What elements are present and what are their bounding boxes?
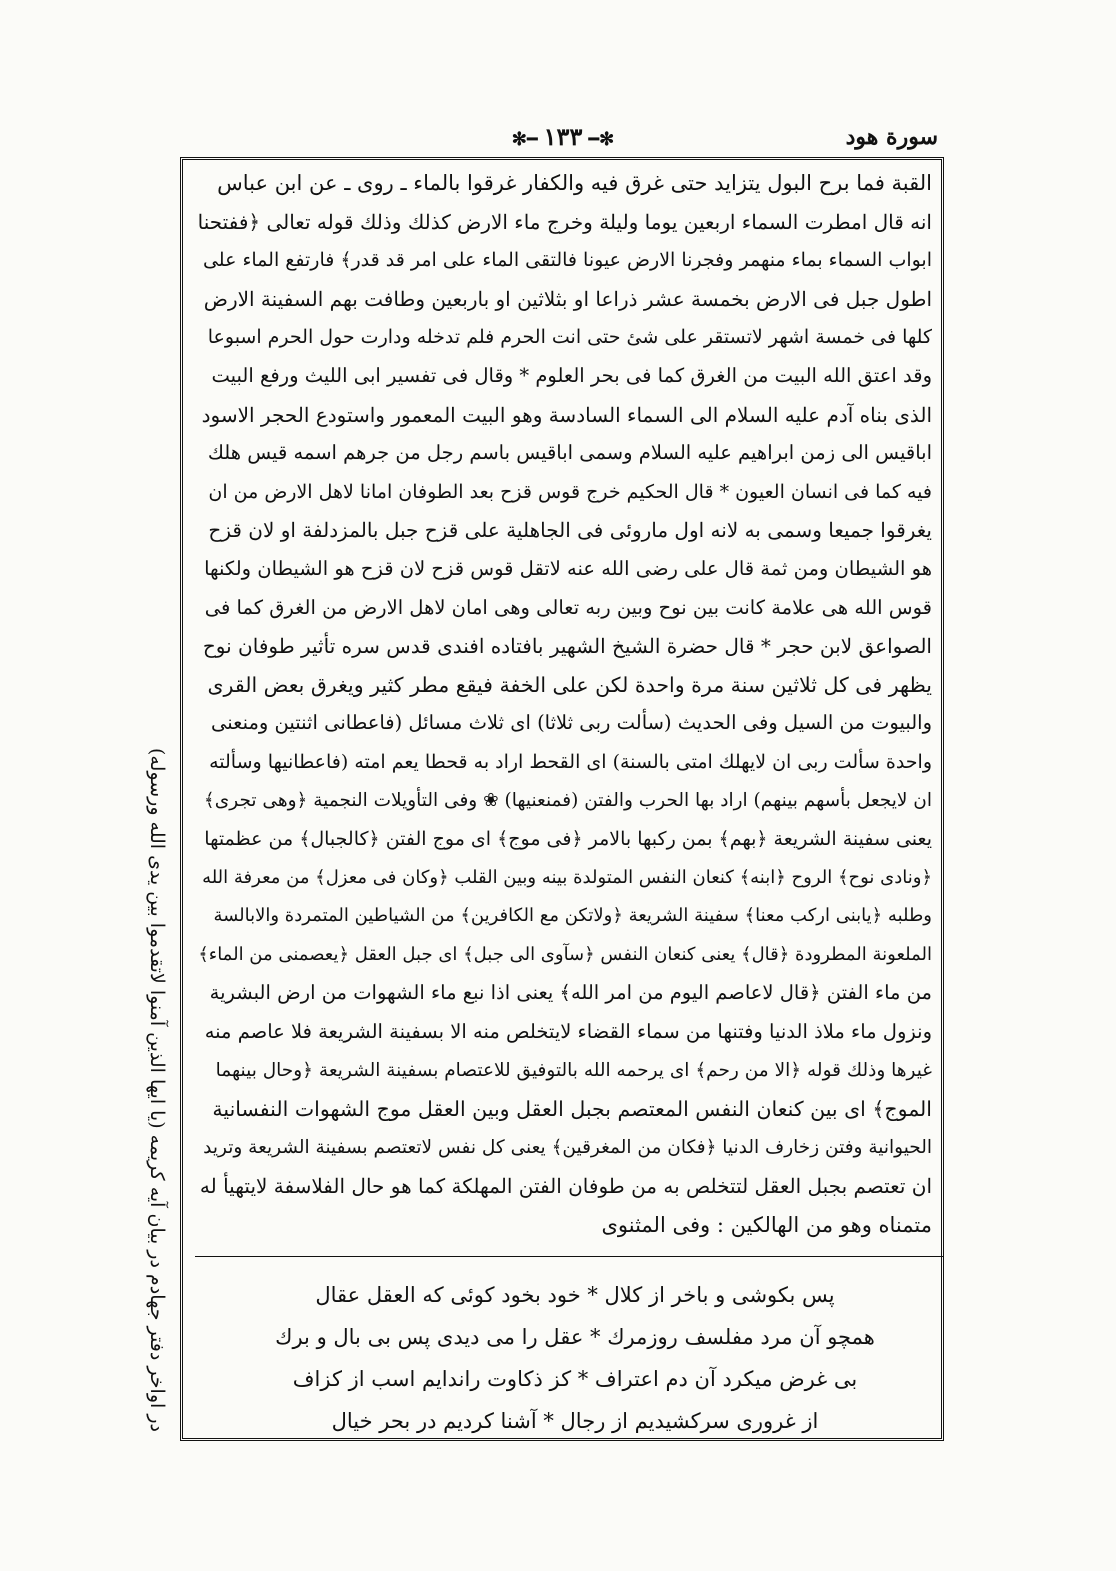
text-line: اباقيس الى زمن ابراهيم عليه السلام وسمى اباقيس باسم رجل من جرهم اسمه قيس هلك xyxy=(207,441,932,465)
text-line: الملعونة المطرودة ﴿قال﴾ يعنى كنعان النفس ﴿سآوى الى جبل﴾ اى جبل العقل ﴿يعصمنى من الماء﴾ xyxy=(198,943,932,965)
main-text-block xyxy=(198,164,932,1245)
text-line: الذى بناه آدم عليه السلام الى السماء السادسة وهو البيت المعمور واستودع الحجر الاسود xyxy=(201,402,932,427)
text-line: واحدة سألت ربى ان لايهلك امتى بالسنة) اى القحط اراد به قحطا يعم امته (فاعطانيها وسألته xyxy=(209,750,932,773)
text-line: هو الشيطان ومن ثمة قال على رضى الله عنه لاتقل قوس قزح لان قزح هو الشيطان ولكنها xyxy=(204,556,932,580)
text-line: انه قال امطرت السماء اربعين يوما وليلة وخرج ماء الارض كذلك وذلك قوله تعالى ﴿ففتحنا xyxy=(198,209,932,234)
text-line: القبة فما برح البول يتزايد حتى غرق فيه والكفار غرقوا بالماء ـ روى ـ عن ابن عباس xyxy=(217,171,932,195)
text-line: يظهر فى كل ثلاثين سنة مرة واحدة لكن على الخفة فيقع مطر كثير ويغرق بعض القرى xyxy=(207,672,932,697)
text-line: ونزول ماء ملاذ الدنيا وفتنها من سماء القضاء لايتخلص منه الا بسفينة الشريعة فلا عاصم منه xyxy=(204,1020,932,1044)
text-line: من ماء الفتن ﴿قال لاعاصم اليوم من امر الله﴾ يعنى اذا نبع ماء الشهوات من ارض البشرية xyxy=(209,981,932,1005)
text-line: غيرها وذلك قوله ﴿الا من رحم﴾ اى يرحمه الله بالتوفيق للاعتصام بسفينة الشريعة ﴿وحال بينهما xyxy=(215,1059,932,1081)
text-line: ان تعتصم بجبل العقل لتتخلص به من طوفان الفتن المهلكة كما هو حال الفلاسفة لايتهيأ له xyxy=(199,1174,932,1199)
poem-verse: همچو آن مرد مفلسف روزمرك * عقل را مى ديدى پس بى بال و برك xyxy=(275,1325,875,1349)
poem-verse: پس بكوشى و باخر از كلال * خود بخود كوئى كه العقل عقال xyxy=(315,1283,835,1307)
text-line: قوس الله هى علامة كانت بين نوح وبين ربه تعالى وهى امان لاهل الارض من الغرق كما فى xyxy=(204,595,932,619)
poem-separator-rule xyxy=(195,1256,943,1257)
text-line: ابواب السماء بماء منهمر وفجرنا الارض عيونا فالتقى الماء على امر قد قدر﴾ فارتفع الماء على xyxy=(202,249,932,272)
margin-note-text: در اواخر دفتر جهادم در بيان آيه كريمه (يا ايها الذين آمنوا لاتقدموا بين يدى الله ورسوله) xyxy=(146,748,168,1432)
text-line: اطول جبل فى الارض بخمسة عشر ذراعا او بثلاثين او باربعين وطافت بهم السفينة الارض xyxy=(203,286,932,311)
surah-name: سورة هود xyxy=(845,124,938,150)
text-line: الصواعق لابن حجر * قال حضرة الشيخ الشهير بافتاده افندى قدس سره تأثير طوفان نوح xyxy=(202,634,932,659)
ornament-right: ━✻ xyxy=(511,129,538,150)
masnavi-poem xyxy=(230,1274,920,1442)
poem-verse: از غرورى سركشيديم از رجال * آشنا كرديم در بحر خيال xyxy=(331,1409,819,1433)
text-line: والبيوت من السيل وفى الحديث (سألت ربى ثلاثا) اى ثلاث مسائل (فاعطانى اثنتين ومنعنى xyxy=(211,711,932,735)
text-line: فيه كما فى انسان العيون * قال الحكيم خرج قوس قزح بعد الطوفان امانا لاهل الارض من ان xyxy=(208,480,932,503)
page-header xyxy=(182,118,944,156)
poem-verse: بى غرض ميكرد آن دم اعتراف * كز ذكاوت راندايم اسب از كزاف xyxy=(292,1367,858,1391)
text-line: يعنى سفينة الشريعة ﴿بهم﴾ بمن ركبها بالامر ﴿فى موج﴾ اى موج الفتن ﴿كالجبال﴾ من عظمتها xyxy=(204,828,932,851)
ornament-left: ✻━ xyxy=(588,129,615,150)
text-line: وقد اعتق الله البيت من الغرق كما فى بحر العلوم * وقال فى تفسير ابى الليث ورفع البيت xyxy=(211,363,932,387)
text-line: الحيوانية وفتن زخارف الدنيا ﴿فكان من المغرقين﴾ يعنى كل نفس لاتعتصم بسفينة الشريعة وتريد xyxy=(203,1136,932,1158)
text-line: يغرقوا جميعا وسمى به لانه اول ماروئى فى الجاهلية على قزح جبل بالمزدلفة او لان قزح xyxy=(208,518,932,543)
text-line: كلها فى خمسة اشهر لاتستقر على شئ حتى انت الحرم فلم تدخله ودارت حول الحرم اسبوعا xyxy=(207,326,932,349)
page-number-value: ١٣٣ xyxy=(543,122,583,151)
page-number xyxy=(182,122,944,151)
text-line: ان لايجعل بأسهم بينهم) اراد بها الحرب والفتن (فمنعنيها) ❀ وفى التأويلات النجمية ﴿وهى تجرى﴾ xyxy=(203,789,932,811)
margin-note xyxy=(140,740,174,1440)
text-line: وطلبه ﴿يابنى اركب معنا﴾ سفينة الشريعة ﴿ولاتكن مع الكافرين﴾ من الشياطين المتمردة والابالسة xyxy=(213,905,932,927)
text-line: متمناه وهو من الهالكين : وفى المثنوى xyxy=(601,1213,932,1238)
text-line: الموج﴾ اى بين كنعان النفس المعتصم بجبل العقل وبين العقل موج الشهوات النفسانية xyxy=(212,1097,932,1122)
text-line: ﴿ونادى نوح﴾ الروح ﴿ابنه﴾ كنعان النفس المتولدة بينه وبين القلب ﴿وكان فى معزل﴾ من معرفة الله xyxy=(202,866,932,888)
